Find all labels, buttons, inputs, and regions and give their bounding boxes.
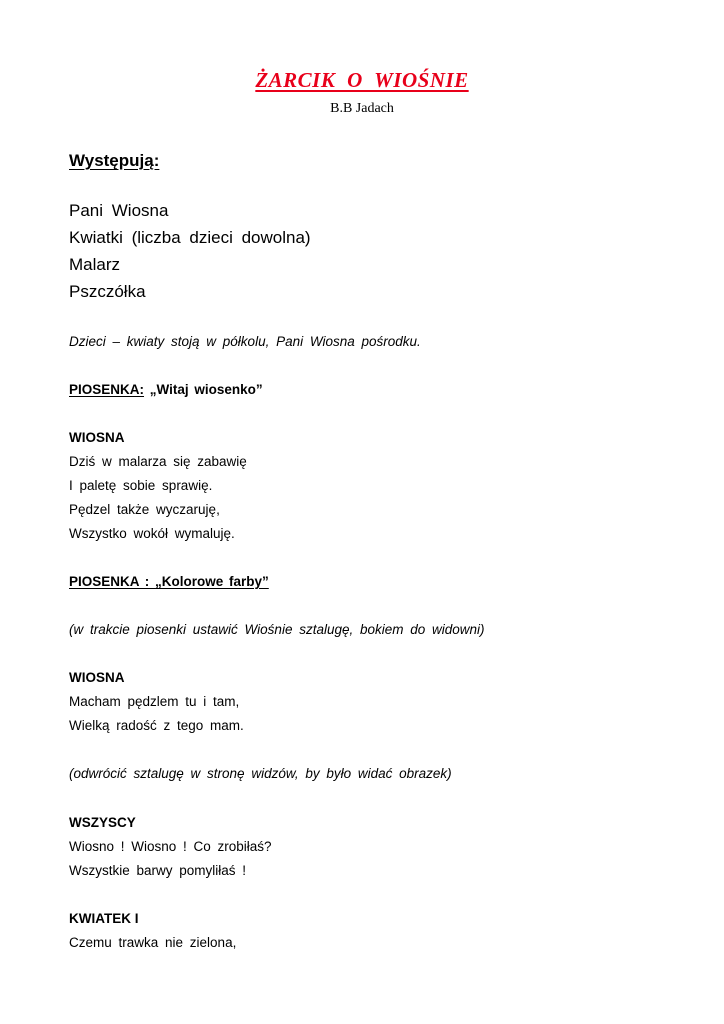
verse-line: Wiosno ! Wiosno ! Co zrobiłaś? [69,839,272,854]
cast-item: Kwiatki (liczba dzieci dowolna) [69,228,311,247]
song-heading [69,574,269,589]
verse-line: Wszystkie barwy pomyliłaś ! [69,863,247,878]
song-label: PIOSENKA : [69,574,156,589]
song-title: „Witaj wiosenko” [149,382,263,397]
cast-item: Malarz [69,255,121,274]
document-title: ŻARCIK O WIOŚNIE [255,68,469,92]
song-title: „Kolorowe farby” [155,574,269,589]
verse-line: Pędzel także wyczaruję, [69,502,220,517]
speaker-name: WIOSNA [69,430,125,445]
speaker-name: WSZYSCY [69,815,136,830]
verse-line: Czemu trawka nie zielona, [69,935,237,950]
speaker-name: KWIATEK I [69,911,139,926]
stage-direction: (w trakcie piosenki ustawić Wiośnie sztalugę, bokiem do widowni) [69,622,485,637]
verse-line: Macham pędzlem tu i tam, [69,694,240,709]
speaker-name: WIOSNA [69,670,125,685]
verse-line: Wszystko wokół wymaluję. [69,526,235,541]
song-heading [69,382,263,397]
stage-direction: Dzieci – kwiaty stoją w półkolu, Pani Wiosna pośrodku. [69,334,421,349]
author-line: B.B Jadach [330,101,394,116]
verse-line: I paletę sobie sprawię. [69,478,213,493]
verse-line: Dziś w malarza się zabawię [69,454,247,469]
cast-heading: Występują: [69,151,160,170]
cast-item: Pszczółka [69,282,146,301]
stage-direction: (odwrócić sztalugę w stronę widzów, by było widać obrazek) [69,766,452,781]
cast-item: Pani Wiosna [69,201,169,220]
song-label: PIOSENKA: [69,382,145,397]
verse-line: Wielką radość z tego mam. [69,718,244,733]
